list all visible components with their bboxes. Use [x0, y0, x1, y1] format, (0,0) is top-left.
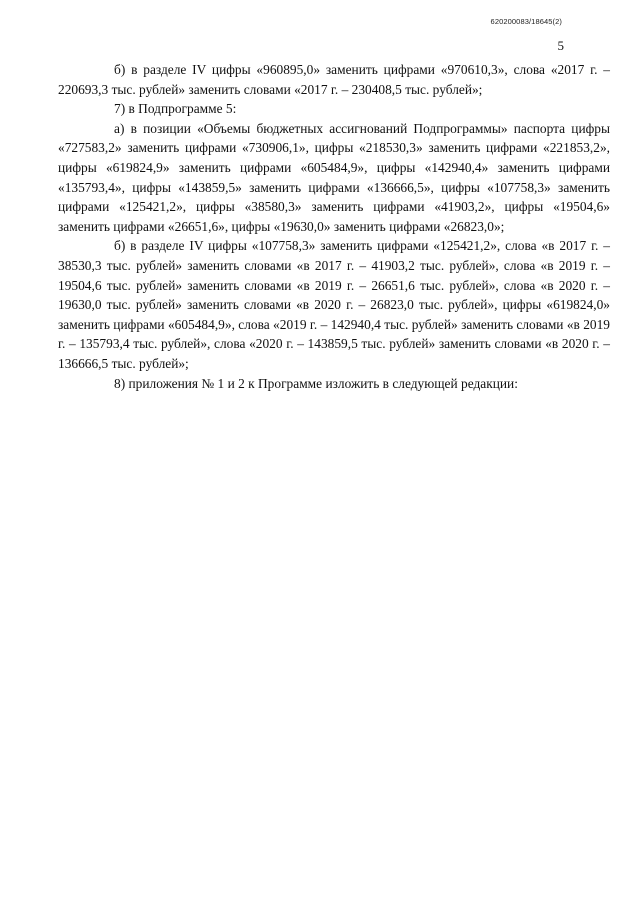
document-code: 620200083/18645(2)	[490, 17, 562, 26]
page-number: 5	[557, 38, 564, 53]
paragraph-6b: б) в разделе IV цифры «960895,0» заменить цифрами «970610,3», слова «2017 г. – 220693,3 тыс. рублей» заменить словами «2017 г. – 230408,5 тыс. рублей»;	[58, 62, 610, 97]
document-body	[58, 60, 610, 393]
paragraph-8: 8) приложения № 1 и 2 к Программе изложить в следующей редакции:	[114, 375, 518, 391]
paragraph-7-heading: 7) в Подпрограмме 5:	[114, 101, 237, 117]
paragraph-7b: б) в разделе IV цифры «107758,3» заменить цифрами «125421,2», слова «в 2017 г. – 38530,3 тыс. рублей» заменить словами «в 2017 г. – 41903,2 тыс. рублей», слова «в 2019 г. – 19504,6 тыс. рублей» заменить словами «в 2019 г. – 26651,6 тыс. рублей», слова «в 2020 г. – 19630,0 тыс. рублей» заменить словами «в 2020 г. – 26823,0 тыс. рублей», цифры «619824,0» заменить цифрами «605484,9», слова «2019 г. – 142940,4 тыс. рублей» заменить словами «в 2019 г. – 135793,4 тыс. рублей», слова «2020 г. – 143859,5 тыс. рублей» заменить словами «в 2020 г. – 136666,5 тыс. рублей»;	[58, 238, 610, 371]
paragraph-7a: а) в позиции «Объемы бюджетных ассигнований Подпрограммы» паспорта цифры «727583,2» заменить цифрами «730906,1», цифры «218530,3» заменить цифрами «221853,2», цифры «619824,9» заменить цифрами «605484,9», цифры «142940,4» заменить цифрами «135793,4», цифры «143859,5» заменить цифрами «136666,5», цифры «107758,3» заменить цифрами «125421,2», цифры «38580,3» заменить цифрами «41903,2», цифры «19504,6» заменить цифрами «26651,6», цифры «19630,0» заменить цифрами «26823,0»;	[58, 120, 610, 234]
